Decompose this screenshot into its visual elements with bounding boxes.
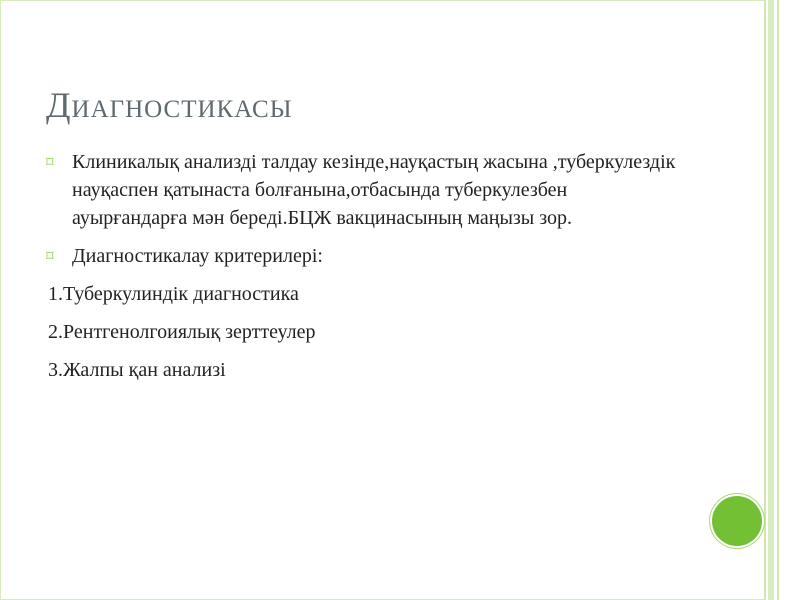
right-border-band [768,0,774,600]
slide-title: Диагностикасы [46,85,293,125]
green-circle-decoration [712,496,762,546]
hollow-pointer-icon: ⌑ [46,247,54,265]
slide-content [46,148,686,394]
bullet-text: Диагностикалау критерилері: [72,245,323,267]
numbered-item: 3.Жалпы қан анализі [48,359,226,381]
bullet-text: Клиникалық анализді талдау кезінде,науқастың жасына ,туберкулездік науқаспен қатынаста болғанына,отбасында туберкулезбен ауырғандарға мән береді.БЦЖ вакцинасының маңызы зор. [72,151,676,229]
right-border-line [777,0,779,600]
right-border-line [764,0,766,600]
bullet-item [46,148,686,232]
hollow-pointer-icon: ⌑ [46,153,54,171]
numbered-item: 2.Рентгенолгоиялық зерттеулер [48,321,316,343]
bullet-item [46,242,686,270]
numbered-item: 1.Туберкулиндік диагностика [48,283,299,305]
